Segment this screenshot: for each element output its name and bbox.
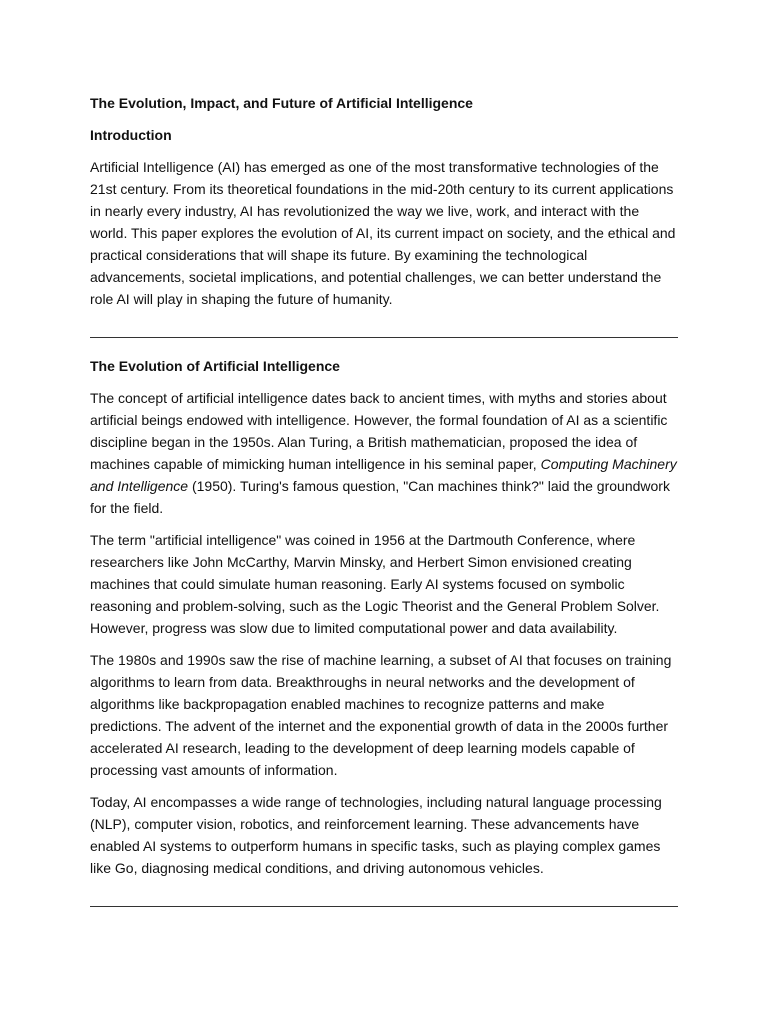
introduction-heading: Introduction (90, 127, 172, 143)
introduction-paragraph: Artificial Intelligence (AI) has emerged as one of the most transformative technologies of the 21st century. From its theoretical foundations in the mid-20th century to its current applications in nearly every industry, AI has revolutionized the way we live, work, and interact with the world. This paper explores the evolution of AI, its current impact on society, and the ethical and practical considerations that will shape its future. By examining the technological advancements, societal implications, and potential challenges, we can better understand the role AI will play in shaping the future of humanity. (90, 159, 676, 307)
evolution-paragraph-1-text: The concept of artificial intelligence dates back to ancient times, with myths and stories about artificial beings endowed with intelligence. However, the formal foundation of AI as a scientific discipline began in the 1950s. Alan Turing, a British mathematician, proposed the idea of machines capable of mimicking human intelligence in his seminal paper, (90, 390, 668, 472)
evolution-heading: The Evolution of Artificial Intelligence (90, 358, 340, 374)
evolution-paragraph-3: The 1980s and 1990s saw the rise of machine learning, a subset of AI that focuses on training algorithms to learn from data. Breakthroughs in neural networks and the development of algorithms like backpropagation enabled machines to recognize patterns and make predictions. The advent of the internet and the exponential growth of data in the 2000s further accelerated AI research, leading to the development of deep learning models capable of processing vast amounts of information. (90, 652, 672, 778)
evolution-paragraph-4: Today, AI encompasses a wide range of technologies, including natural language processing (NLP), computer vision, robotics, and reinforcement learning. These advancements have enabled AI systems to outperform humans in specific tasks, such as playing complex games like Go, diagnosing medical conditions, and driving autonomous vehicles. (90, 794, 662, 876)
section-divider (90, 337, 678, 338)
section-divider-bottom (90, 906, 678, 907)
evolution-paragraph-1-end: (1950). Turing's famous question, "Can machines think?" laid the groundwork for the field. (90, 478, 670, 516)
paper-title-citation: Computing Machinery and Intelligence (90, 456, 677, 494)
document-title: The Evolution, Impact, and Future of Artificial Intelligence (90, 95, 473, 111)
evolution-paragraph-2: The term "artificial intelligence" was coined in 1956 at the Dartmouth Conference, where researchers like John McCarthy, Marvin Minsky, and Herbert Simon envisioned creating machines that could simulate human reasoning. Early AI systems focused on symbolic reasoning and problem-solving, such as the Logic Theorist and the General Problem Solver. However, progress was slow due to limited computational power and data availability. (90, 532, 660, 636)
evolution-paragraph-1 (90, 387, 678, 519)
document-page (90, 92, 678, 924)
